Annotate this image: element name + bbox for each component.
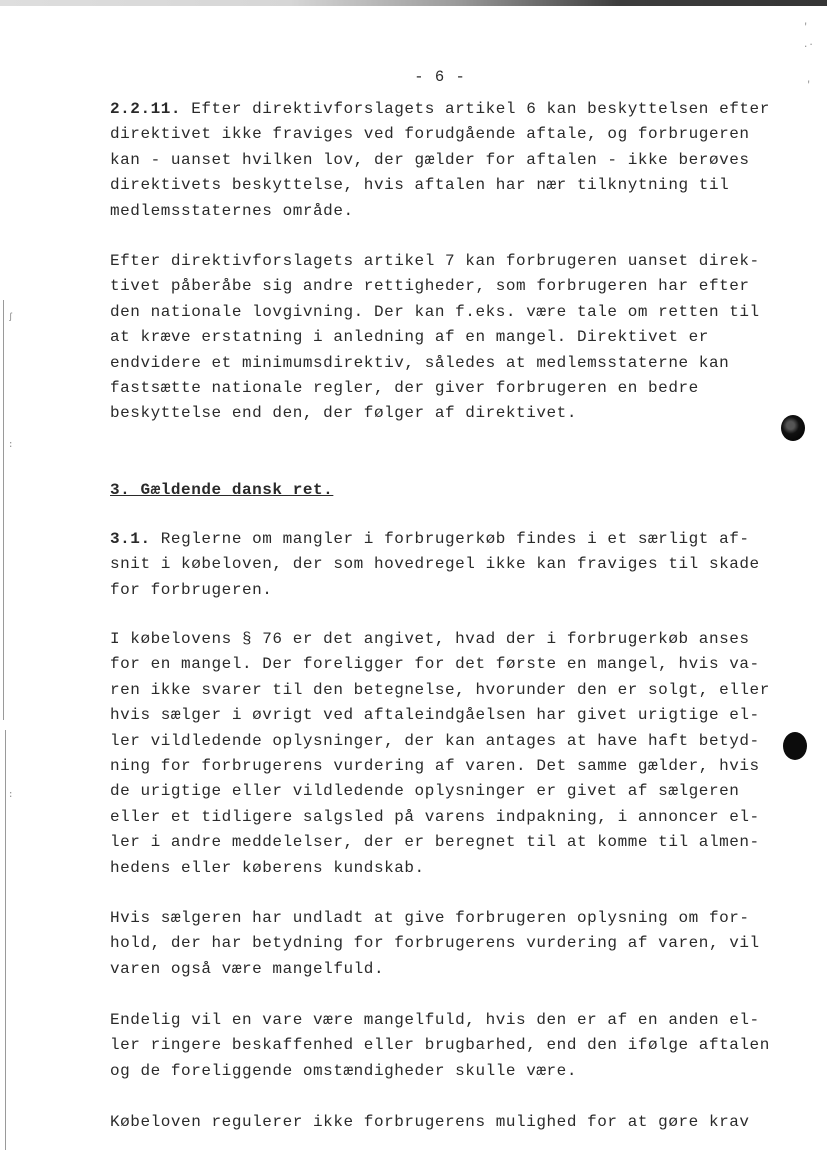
paragraph-text: Reglerne om mangler i forbrugerkøb findes i et særligt af- snit i købeloven, der som hovedregel ikke kan fraviges til skade for forbrugeren. — [110, 530, 760, 599]
scan-speck: .· — [803, 40, 814, 50]
paragraph-mangelfuld: Endelig vil en vare være mangelfuld, hvis den er af en anden el- ler ringere beskaffenhed eller brugbarhed, end den ifølge aftalen og de foreliggende omstændigheder skulle være. — [110, 1011, 770, 1080]
scan-left-edge — [3, 300, 4, 720]
page-number: - 6 - — [414, 68, 466, 86]
section-heading: 3. Gældende dansk ret. — [110, 481, 334, 499]
paragraph-artikel-7: Efter direktivforslagets artikel 7 kan forbrugeren uanset direk- tivet påberåbe sig andre rettigheder, som forbrugeren har efter den nationale lovgivning. Der kan f.eks. være tale om retten til at kræve erstatning i anledning af en mangel. Direktivet er endvidere et minimumsdirektiv, således at medlemsstaterne kan fastsætte nationale regler, der giver forbrugeren en bedre beskyttelse end den, der følger af direktivet. — [110, 252, 760, 423]
scan-top-edge — [0, 0, 827, 6]
section-number: 3.1. — [110, 530, 151, 548]
punch-hole-mark — [783, 732, 807, 760]
punch-hole-mark — [781, 415, 805, 441]
section-number: 2.2.11. — [110, 100, 182, 118]
scan-left-edge-lower — [5, 730, 6, 1150]
paragraph-2-2-11 — [110, 97, 770, 224]
scan-speck: : — [8, 790, 14, 800]
scan-speck: ' — [803, 22, 809, 32]
paragraph-oplysning: Hvis sælgeren har undladt at give forbrugeren oplysning om for- hold, der har betydning for forbrugerens vurdering af varen, vil varen også være mangelfuld. — [110, 909, 760, 978]
scan-speck: ʃ — [8, 312, 14, 322]
scan-speck: ' — [806, 80, 812, 90]
scan-speck: : — [8, 440, 14, 450]
paragraph-3-1 — [110, 527, 760, 603]
paragraph-paragraf-76: I købelovens § 76 er det angivet, hvad der i forbrugerkøb anses for en mangel. Der foreligger for det første en mangel, hvis va- ren ikke svarer til den betegnelse, hvorunder den er solgt, eller hvis sælger i øvrigt ved aftaleindgåelsen har givet urigtige el- ler vildledende oplysninger, der kan antages at have haft betyd- ning for forbrugerens vurdering af varen. Det samme gælder, hvis de urigtige eller vildledende oplysninger er givet af sælgeren eller et tidligere salgsled på varens indpakning, i annoncer el- ler i andre meddelelser, der er beregnet til at komme til almen- hedens eller køberens kundskab. — [110, 630, 770, 877]
paragraph-text: Efter direktivforslagets artikel 6 kan beskyttelsen efter direktivet ikke fraviges ved forudgående aftale, og forbrugeren kan - uanset hvilken lov, der gælder for aftalen - ikke berøves direktivets beskyttelse, hvis aftalen har nær tilknytning til medlemsstaternes område. — [110, 100, 770, 220]
paragraph-koebeloven: Købeloven regulerer ikke forbrugerens mulighed for at gøre krav — [110, 1113, 750, 1131]
